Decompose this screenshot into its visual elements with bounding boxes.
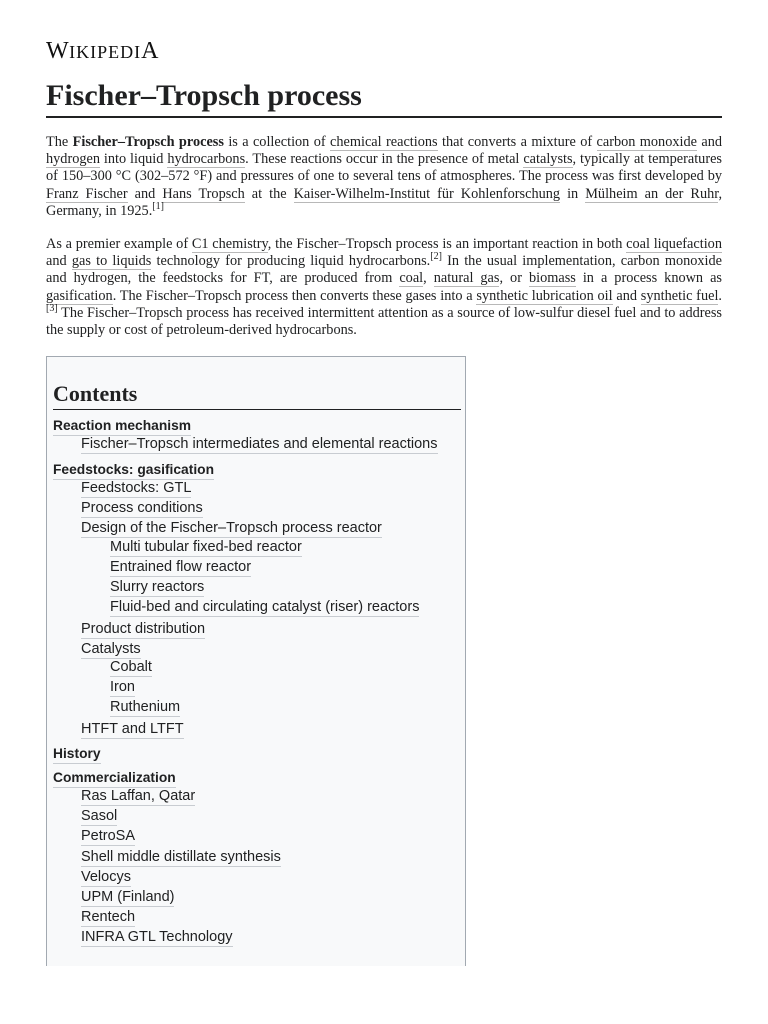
- toc-item-cobalt[interactable]: Cobalt: [110, 659, 152, 675]
- text: . The Fischer–Tropsch process then converts these gases into a: [112, 287, 477, 304]
- logo-last-letter: A: [141, 38, 159, 64]
- link-biomass[interactable]: biomass: [528, 270, 576, 287]
- reference-3[interactable]: [3]: [46, 303, 58, 315]
- toc-item-velocys[interactable]: Velocys: [81, 869, 131, 885]
- reference-2[interactable]: [2]: [430, 251, 442, 263]
- link-hans-tropsch[interactable]: Hans Tropsch: [162, 185, 245, 202]
- toc-item-ras-laffan[interactable]: Ras Laffan, Qatar: [81, 788, 196, 804]
- text: is a collection of: [223, 134, 331, 150]
- text: As a premier example of: [46, 236, 192, 252]
- toc-item-shell-mds[interactable]: Shell middle distillate synthesis: [81, 849, 281, 865]
- text: , the Fischer–Tropsch process is an important reaction in both: [267, 236, 627, 252]
- page-title: Fischer–Tropsch process: [46, 76, 722, 118]
- toc-item-feedstocks-gasification[interactable]: Feedstocks: gasification: [53, 461, 214, 480]
- text: In the usual implementation, carbon monoxide and hydrogen, the feedstocks for FT, are produced from: [46, 253, 723, 287]
- link-franz-fischer[interactable]: Franz Fischer: [46, 185, 128, 202]
- link-hydrogen[interactable]: hydrogen: [46, 151, 100, 168]
- link-synthetic-fuel[interactable]: synthetic fuel: [640, 287, 719, 304]
- text: . These reactions occur in the presence of metal: [245, 151, 524, 168]
- toc-item-feedstocks-gtl[interactable]: Feedstocks: GTL: [81, 480, 192, 496]
- text: in a process known as: [575, 270, 722, 287]
- link-carbon-monoxide[interactable]: carbon monoxide: [596, 134, 697, 150]
- toc-item-history[interactable]: History: [53, 745, 101, 764]
- toc-item-petrosa[interactable]: PetroSA: [81, 828, 135, 844]
- toc-item-ft-intermediates[interactable]: Fischer–Tropsch intermediates and elemental reactions: [81, 436, 438, 452]
- text: , Germany, in 1925.: [46, 185, 723, 219]
- link-catalysts[interactable]: catalysts: [523, 151, 573, 168]
- text: , typically at temperatures of 150–300 °C (302–572 °F) and pressures of one to several tens of atmospheres. The process was first developed by: [46, 151, 722, 185]
- text: and: [612, 287, 641, 304]
- bold-term: Fischer–Tropsch process: [72, 134, 224, 150]
- link-natural-gas[interactable]: natural gas: [433, 270, 500, 287]
- toc-item-commercialization[interactable]: Commercialization: [53, 769, 176, 788]
- text: ,: [423, 270, 434, 287]
- toc-item-reactor-design[interactable]: Design of the Fischer–Tropsch process reactor: [81, 520, 382, 536]
- toc-item-slurry-reactors[interactable]: Slurry reactors: [110, 579, 205, 595]
- toc-item-catalysts[interactable]: Catalysts: [81, 641, 141, 657]
- text: , or: [499, 270, 529, 287]
- logo-first-letter: W: [46, 38, 70, 64]
- text: in: [560, 185, 586, 202]
- text: at the: [244, 185, 294, 202]
- toc-item-ruthenium[interactable]: Ruthenium: [110, 699, 181, 715]
- toc-item-product-distribution[interactable]: Product distribution: [81, 621, 206, 637]
- text: and: [127, 185, 163, 202]
- text: that converts a mixture of: [437, 134, 597, 150]
- wikipedia-logo[interactable]: [46, 38, 159, 65]
- link-synthetic-lubrication-oil[interactable]: synthetic lubrication oil: [476, 287, 613, 304]
- toc-item-sasol[interactable]: Sasol: [81, 808, 118, 824]
- link-gas-to-liquids[interactable]: gas to liquids: [71, 253, 152, 270]
- toc-item-entrained-flow[interactable]: Entrained flow reactor: [110, 559, 252, 575]
- toc-item-process-conditions[interactable]: Process conditions: [81, 500, 203, 516]
- toc-item-infra-gtl[interactable]: INFRA GTL Technology: [81, 929, 233, 945]
- toc-item-iron[interactable]: Iron: [110, 679, 135, 695]
- text: technology for producing liquid hydrocarbons.: [151, 253, 431, 270]
- text: .: [718, 287, 722, 304]
- link-coal[interactable]: coal: [399, 270, 424, 287]
- reference-1[interactable]: [1]: [152, 201, 164, 213]
- link-hydrocarbons[interactable]: hydrocarbons: [167, 151, 246, 168]
- intro-paragraph: [46, 134, 722, 220]
- text: and: [46, 253, 72, 270]
- link-gasification[interactable]: gasification: [46, 287, 113, 304]
- logo-middle-letters: IKIPEDI: [69, 42, 142, 62]
- text: The: [46, 134, 73, 150]
- toc-item-rentech[interactable]: Rentech: [81, 909, 136, 925]
- link-c1-chemistry[interactable]: C1 chemistry: [191, 236, 268, 252]
- text: and: [696, 134, 722, 150]
- link-coal-liquefaction[interactable]: coal liquefaction: [626, 236, 722, 252]
- text: into liquid: [100, 151, 168, 168]
- toc-item-upm-finland[interactable]: UPM (Finland): [81, 889, 175, 905]
- toc-item-htft-ltft[interactable]: HTFT and LTFT: [81, 721, 184, 737]
- table-of-contents: [46, 356, 466, 966]
- toc-item-fluid-bed[interactable]: Fluid-bed and circulating catalyst (riser) reactors: [110, 599, 420, 615]
- toc-item-multi-tubular[interactable]: Multi tubular fixed-bed reactor: [110, 539, 302, 555]
- toc-title: Contents: [53, 379, 461, 410]
- link-mulheim[interactable]: Mülheim an der Ruhr: [585, 185, 719, 202]
- text: The Fischer–Tropsch process has received intermittent attention as a source of low-sulfur diesel fuel and to address the supply or cost of petroleum-derived hydrocarbons.: [46, 304, 722, 339]
- toc-item-reaction-mechanism[interactable]: Reaction mechanism: [53, 417, 191, 436]
- second-paragraph: [46, 236, 722, 339]
- link-kaiser-wilhelm-institut[interactable]: Kaiser-Wilhelm-Institut für Kohlenforschung: [293, 185, 561, 202]
- link-chemical-reactions[interactable]: chemical reactions: [330, 134, 438, 150]
